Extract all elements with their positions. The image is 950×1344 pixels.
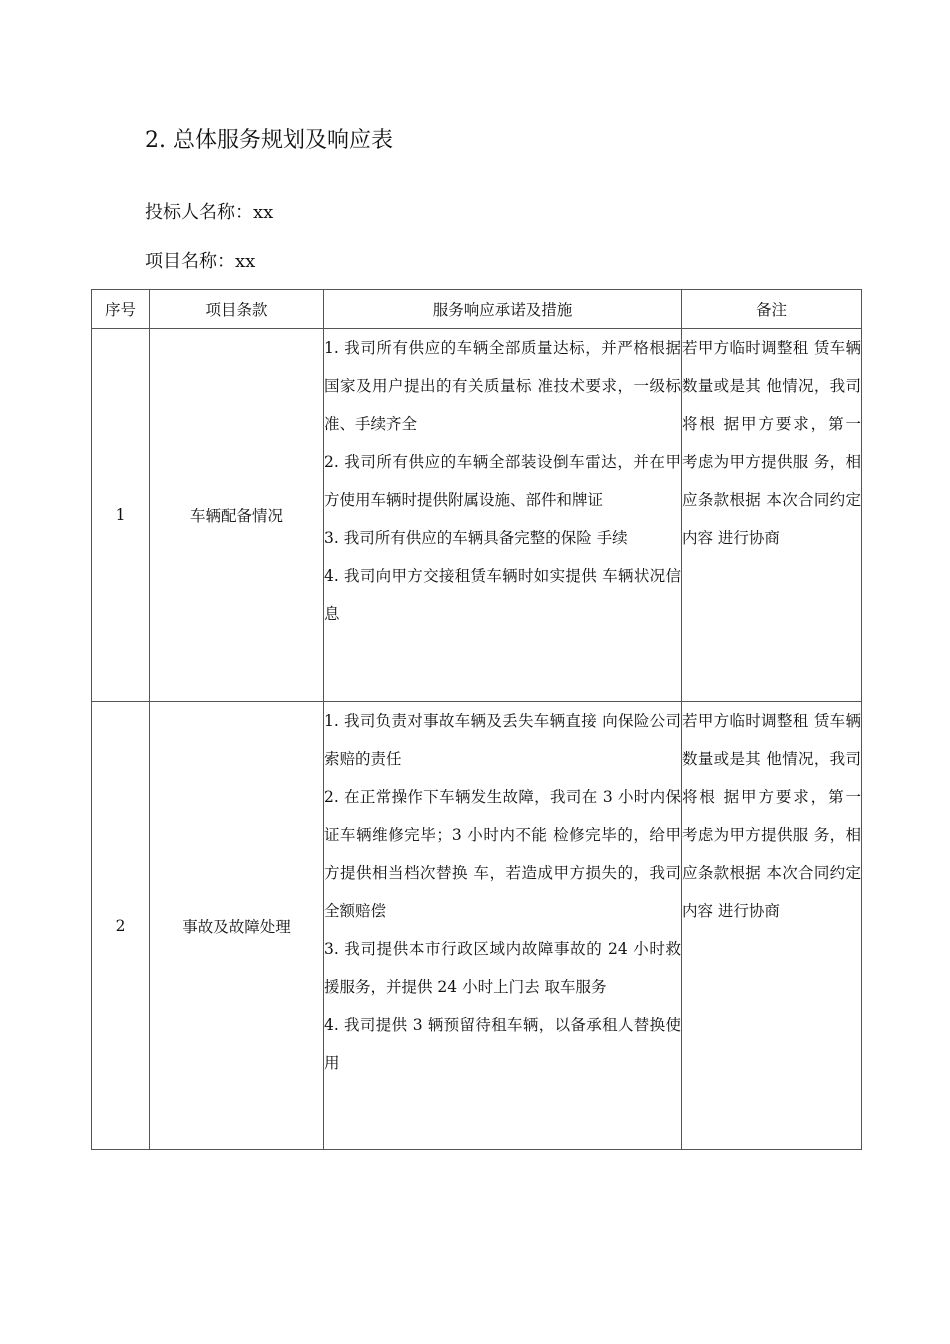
table-row: [92, 329, 862, 702]
project-line: [145, 247, 255, 277]
row-measures: [324, 329, 682, 702]
measure-item: 3. 我司提供本市行政区域内故障事故的 24 小时救援服务，并提供 24 小时上门去 取车服务: [324, 940, 681, 996]
header-item: 项目条款: [150, 290, 324, 329]
header-remark: 备注: [682, 290, 862, 329]
measure-item: 4. 我司向甲方交接租赁车辆时如实提供 车辆状况信息: [324, 567, 681, 623]
measure-item: 2. 我司所有供应的车辆全部装设倒车雷达，并在甲方使用车辆时提供附属设施、部件和牌证: [324, 453, 681, 509]
row-item: 车辆配备情况: [150, 329, 324, 702]
project-value: xx: [235, 251, 256, 272]
measure-item: 1. 我司负责对事故车辆及丢失车辆直接 向保险公司索赔的责任: [324, 712, 681, 768]
bidder-line: [145, 198, 273, 228]
row-no: 1: [92, 329, 150, 702]
remark-text: 若甲方临时调整租 赁车辆数量或是其 他情况，我司将根 据甲方要求，第一 考虑为甲方提供服 务，相应条款根据 本次合同约定内容 进行协商: [682, 712, 861, 920]
table-header-row: [92, 290, 862, 329]
bidder-label: 投标人名称：: [145, 202, 253, 223]
remark-text: 若甲方临时调整租 赁车辆数量或是其 他情况，我司将根 据甲方要求，第一 考虑为甲方提供服 务，相应条款根据 本次合同约定内容 进行协商: [682, 339, 861, 547]
measure-item: 2. 在正常操作下车辆发生故障，我司在 3 小时内保证车辆维修完毕；3 小时内不能 检修完毕的，给甲方提供相当档次替换 车，若造成甲方损失的，我司全额赔偿: [324, 788, 681, 920]
row-item: 事故及故障处理: [150, 702, 324, 1150]
row-no: 2: [92, 702, 150, 1150]
measure-item: 4. 我司提供 3 辆预留待租车辆，以备承租人替换使用: [324, 1016, 681, 1072]
row-measures: [324, 702, 682, 1150]
row-remark: [682, 329, 862, 702]
measure-item: 3. 我司所有供应的车辆具备完整的保险 手续: [324, 529, 628, 547]
bidder-value: xx: [253, 202, 274, 223]
measure-item: 1. 我司所有供应的车辆全部质量达标，并严格根据国家及用户提出的有关质量标 准技术要求，一级标准、手续齐全: [324, 339, 681, 433]
page-title: 2. 总体服务规划及响应表: [145, 128, 393, 153]
service-response-table: [91, 289, 862, 1150]
table-row: [92, 702, 862, 1150]
project-label: 项目名称：: [145, 251, 235, 272]
header-no: 序号: [92, 290, 150, 329]
header-measures: 服务响应承诺及措施: [324, 290, 682, 329]
row-remark: [682, 702, 862, 1150]
